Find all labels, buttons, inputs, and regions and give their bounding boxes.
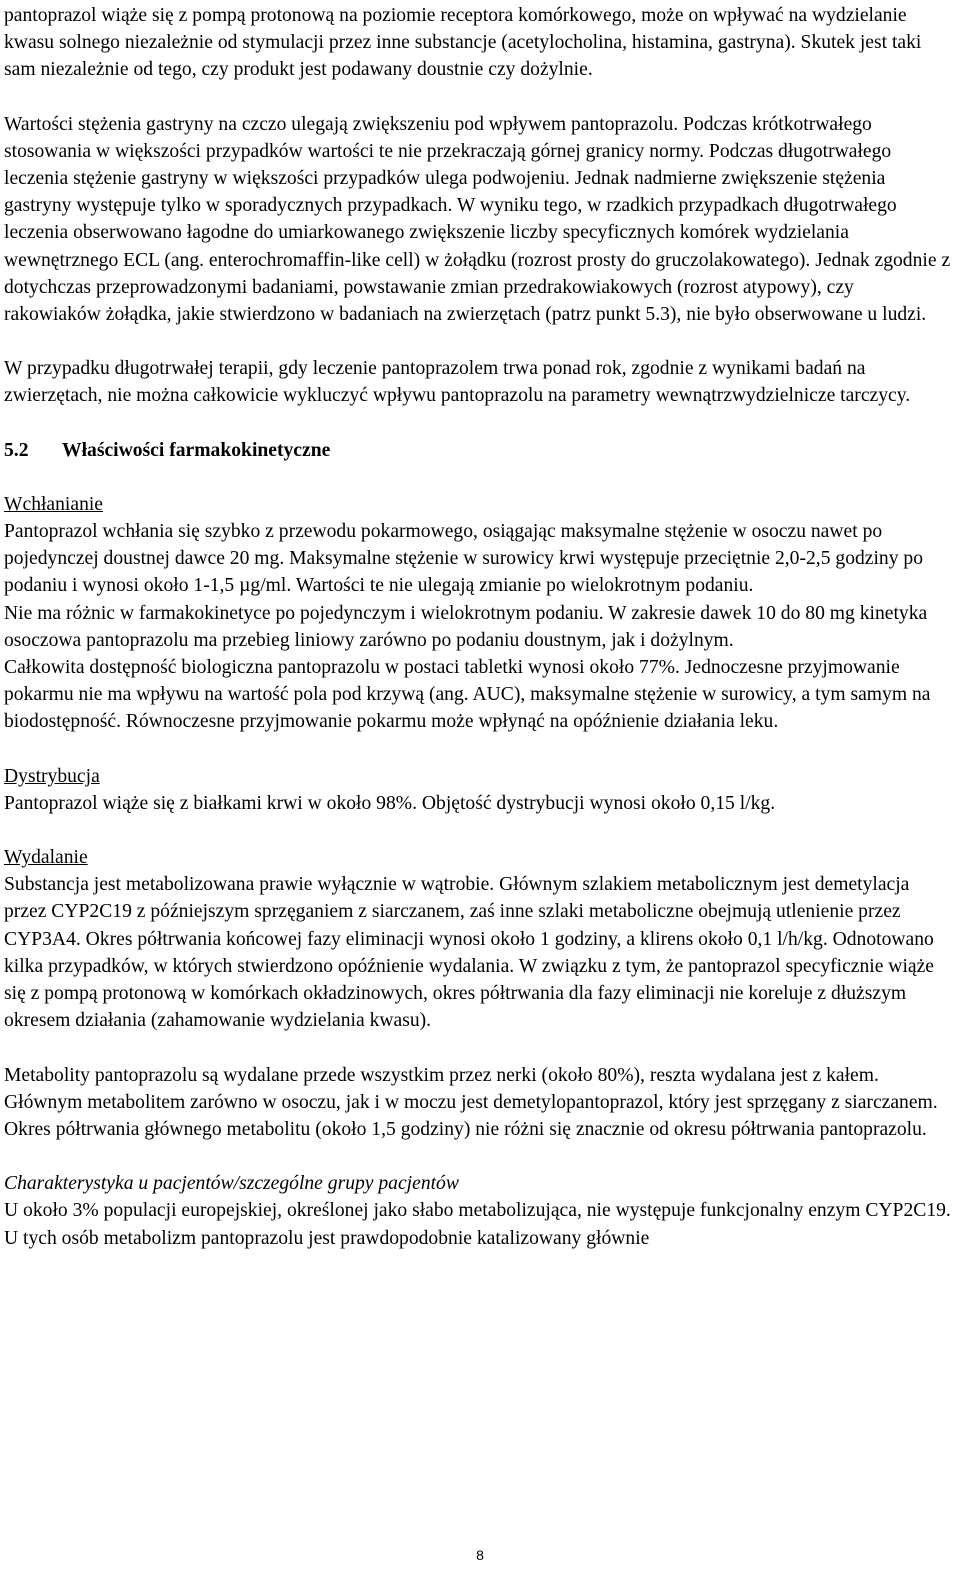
spacer: [4, 464, 954, 491]
spacer: [4, 817, 954, 844]
intro-paragraph-1: pantoprazol wiąże się z pompą protonową na poziomie receptora komórkowego, może on wpływać na wydzielanie kwasu solnego niezależnie od stymulacji przez inne substancje (acetylocholina, histamina, gastryna). Skutek jest taki sam niezależnie od tego, czy produkt jest podawany doustnie czy dożylnie.: [4, 5, 922, 81]
section-title: Właściwości farmakokinetyczne: [62, 439, 331, 461]
section-heading: [4, 437, 954, 464]
distribution-text: Pantoprazol wiąże się z białkami krwi w około 98%. Objętość dystrybucji wynosi około 0,15 l/kg.: [4, 792, 776, 814]
spacer: [4, 328, 954, 355]
spacer: [4, 84, 954, 111]
absorption-paragraph-1: Pantoprazol wchłania się szybko z przewodu pokarmowego, osiągając maksymalne stężenie w osoczu nawet po pojedynczej doustnej dawce 20 mg. Maksymalne stężenie w surowicy krwi występuje przeciętnie 2,0-2,5 godziny po podaniu i wynosi około 1-1,5 µg/ml. Wartości te nie ulegają zmianie po wielokrotnym podaniu.: [4, 521, 924, 597]
spacer: [4, 1035, 954, 1062]
intro-paragraph-3: W przypadku długotrwałej terapii, gdy leczenie pantoprazolem trwa ponad rok, zgodnie z wynikami badań na zwierzętach, nie można całkowicie wykluczyć wpływu pantoprazolu na parametry wewnątrzwydzielnicze tarczycy.: [4, 358, 911, 407]
document-page: [4, 2, 954, 1252]
page-number: 8: [476, 1547, 484, 1563]
elimination-paragraph-2: Metabolity pantoprazolu są wydalane przede wszystkim przez nerki (około 80%), reszta wydalana jest z kałem. Głównym metabolitem zarówno w osoczu, jak i w moczu jest demetylopantoprazol, który jest sprzęgany z siarczanem. Okres półtrwania głównego metabolitu (około 1,5 godziny) nie różni się znacznie od okresu półtrwania pantoprazolu.: [4, 1064, 938, 1140]
absorption-paragraph-2: Nie ma różnic w farmakokinetyce po pojedynczym i wielokrotnym podaniu. W zakresie dawek 10 do 80 mg kinetyka osoczowa pantoprazolu ma przebieg liniowy zarówno po podaniu doustnym, jak i dożylnym.: [4, 602, 928, 651]
absorption-heading: Wchłanianie: [4, 493, 104, 515]
elimination-paragraph-1: Substancja jest metabolizowana prawie wyłącznie w wątrobie. Głównym szlakiem metabolicznym jest demetylacja przez CYP2C19 z późniejszym sprzęganiem z siarczanem, zaś inne szlaki metaboliczne obejmują utlenienie przez CYP3A4. Okres półtrwania końcowej fazy eliminacji wynosi około 1 godziny, a klirens około 0,1 l/h/kg. Odnotowano kilka przypadków, w których stwierdzono opóźnienie wydalania. W związku z tym, że pantoprazol specyficznie wiąże się z pompą protonową w komórkach okładzinowych, okres półtrwania dla fazy eliminacji nie koreluje z dłuższym okresem działania (zahamowanie wydzielania kwasu).: [4, 874, 934, 1032]
distribution-heading: Dystrybucja: [4, 765, 100, 787]
spacer: [4, 410, 954, 437]
spacer: [4, 1143, 954, 1170]
absorption-paragraph-3: Całkowita dostępność biologiczna pantoprazolu w postaci tabletki wynosi około 77%. Jednoczesne przyjmowanie pokarmu nie ma wpływu na wartość pola pod krzywą (ang. AUC), maksymalne stężenie w surowicy, a tym samym na biodostępność. Równoczesne przyjmowanie pokarmu może wpłynąć na opóźnienie działania leku.: [4, 657, 931, 733]
special-groups-text: U około 3% populacji europejskiej, określonej jako słabo metabolizująca, nie występuje funkcjonalny enzym CYP2C19. U tych osób metabolizm pantoprazolu jest prawdopodobnie katalizowany głównie: [4, 1200, 951, 1249]
elimination-heading: Wydalanie: [4, 847, 88, 869]
spacer: [4, 736, 954, 763]
intro-paragraph-2: Wartości stężenia gastryny na czczo ulegają zwiększeniu pod wpływem pantoprazolu. Podczas krótkotrwałego stosowania w większości przypadków wartości te nie przekraczają górnej granicy normy. Podczas długotrwałego leczenia stężenie gastryny w większości przypadków ulega podwojeniu. Jednak nadmierne zwiększenie stężenia gastryny występuje tylko w sporadycznych przypadkach. W wyniku tego, w rzadkich przypadkach długotrwałego leczenia obserwowano łagodne do umiarkowanego zwiększenie liczby specyficznych komórek wydzielania wewnętrznego ECL (ang. enterochromaffin-like cell) w żołądku (rozrost prosty do gruczolakowatego). Jednak zgodnie z dotychczas przeprowadzonymi badaniami, powstawanie zmian przedrakowiakowych (rozrost atypowy), czy rakowiaków żołądka, jakie stwierdzono w badaniach na zwierzętach (patrz punkt 5.3), nie było obserwowane u ludzi.: [4, 113, 951, 326]
section-number: 5.2: [4, 439, 29, 461]
special-groups-heading: Charakterystyka u pacjentów/szczególne grupy pacjentów: [4, 1173, 459, 1195]
